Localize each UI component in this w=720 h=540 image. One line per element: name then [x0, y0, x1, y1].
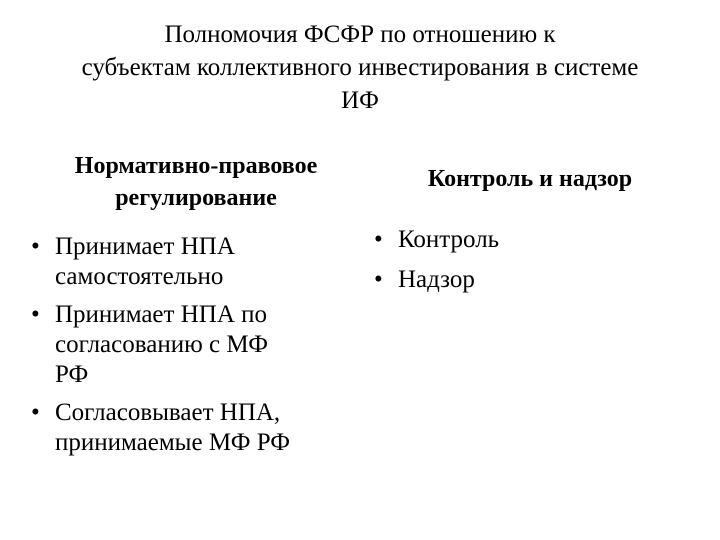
title-line: Полномочия ФСФР по отношению к — [164, 21, 556, 48]
bullet-icon: • — [374, 226, 383, 253]
heading-line: регулирование — [115, 185, 277, 211]
right-column-heading — [380, 163, 680, 195]
item-line: самостоятельно — [55, 263, 224, 290]
list-item — [25, 300, 355, 390]
bullet-icon: • — [31, 301, 40, 328]
item-line: принимаемые МФ РФ — [55, 429, 290, 456]
right-bullet-list — [368, 225, 688, 305]
item-line: РФ — [55, 361, 89, 388]
heading-line: Нормативно-правовое — [74, 153, 318, 179]
list-item — [368, 265, 688, 295]
list-item — [25, 232, 355, 292]
bullet-icon: • — [374, 266, 383, 293]
item-line: Принимает НПА — [55, 233, 235, 260]
left-bullet-list — [25, 232, 355, 466]
list-item — [368, 225, 688, 255]
bullet-icon: • — [31, 233, 40, 260]
bullet-icon: • — [31, 399, 40, 426]
slide-title — [20, 18, 700, 117]
title-line: субъектам коллективного инвестирования в системе — [81, 54, 639, 81]
left-column-heading — [40, 150, 352, 214]
item-line: Согласовывает НПА, — [55, 399, 281, 426]
item-line: Надзор — [398, 266, 475, 293]
item-line: Контроль — [398, 226, 500, 253]
item-line: согласованию с МФ — [55, 331, 269, 358]
list-item — [25, 398, 355, 458]
item-line: Принимает НПА по — [55, 301, 267, 328]
heading-line: Контроль и надзор — [427, 166, 633, 192]
title-line: ИФ — [341, 87, 379, 114]
